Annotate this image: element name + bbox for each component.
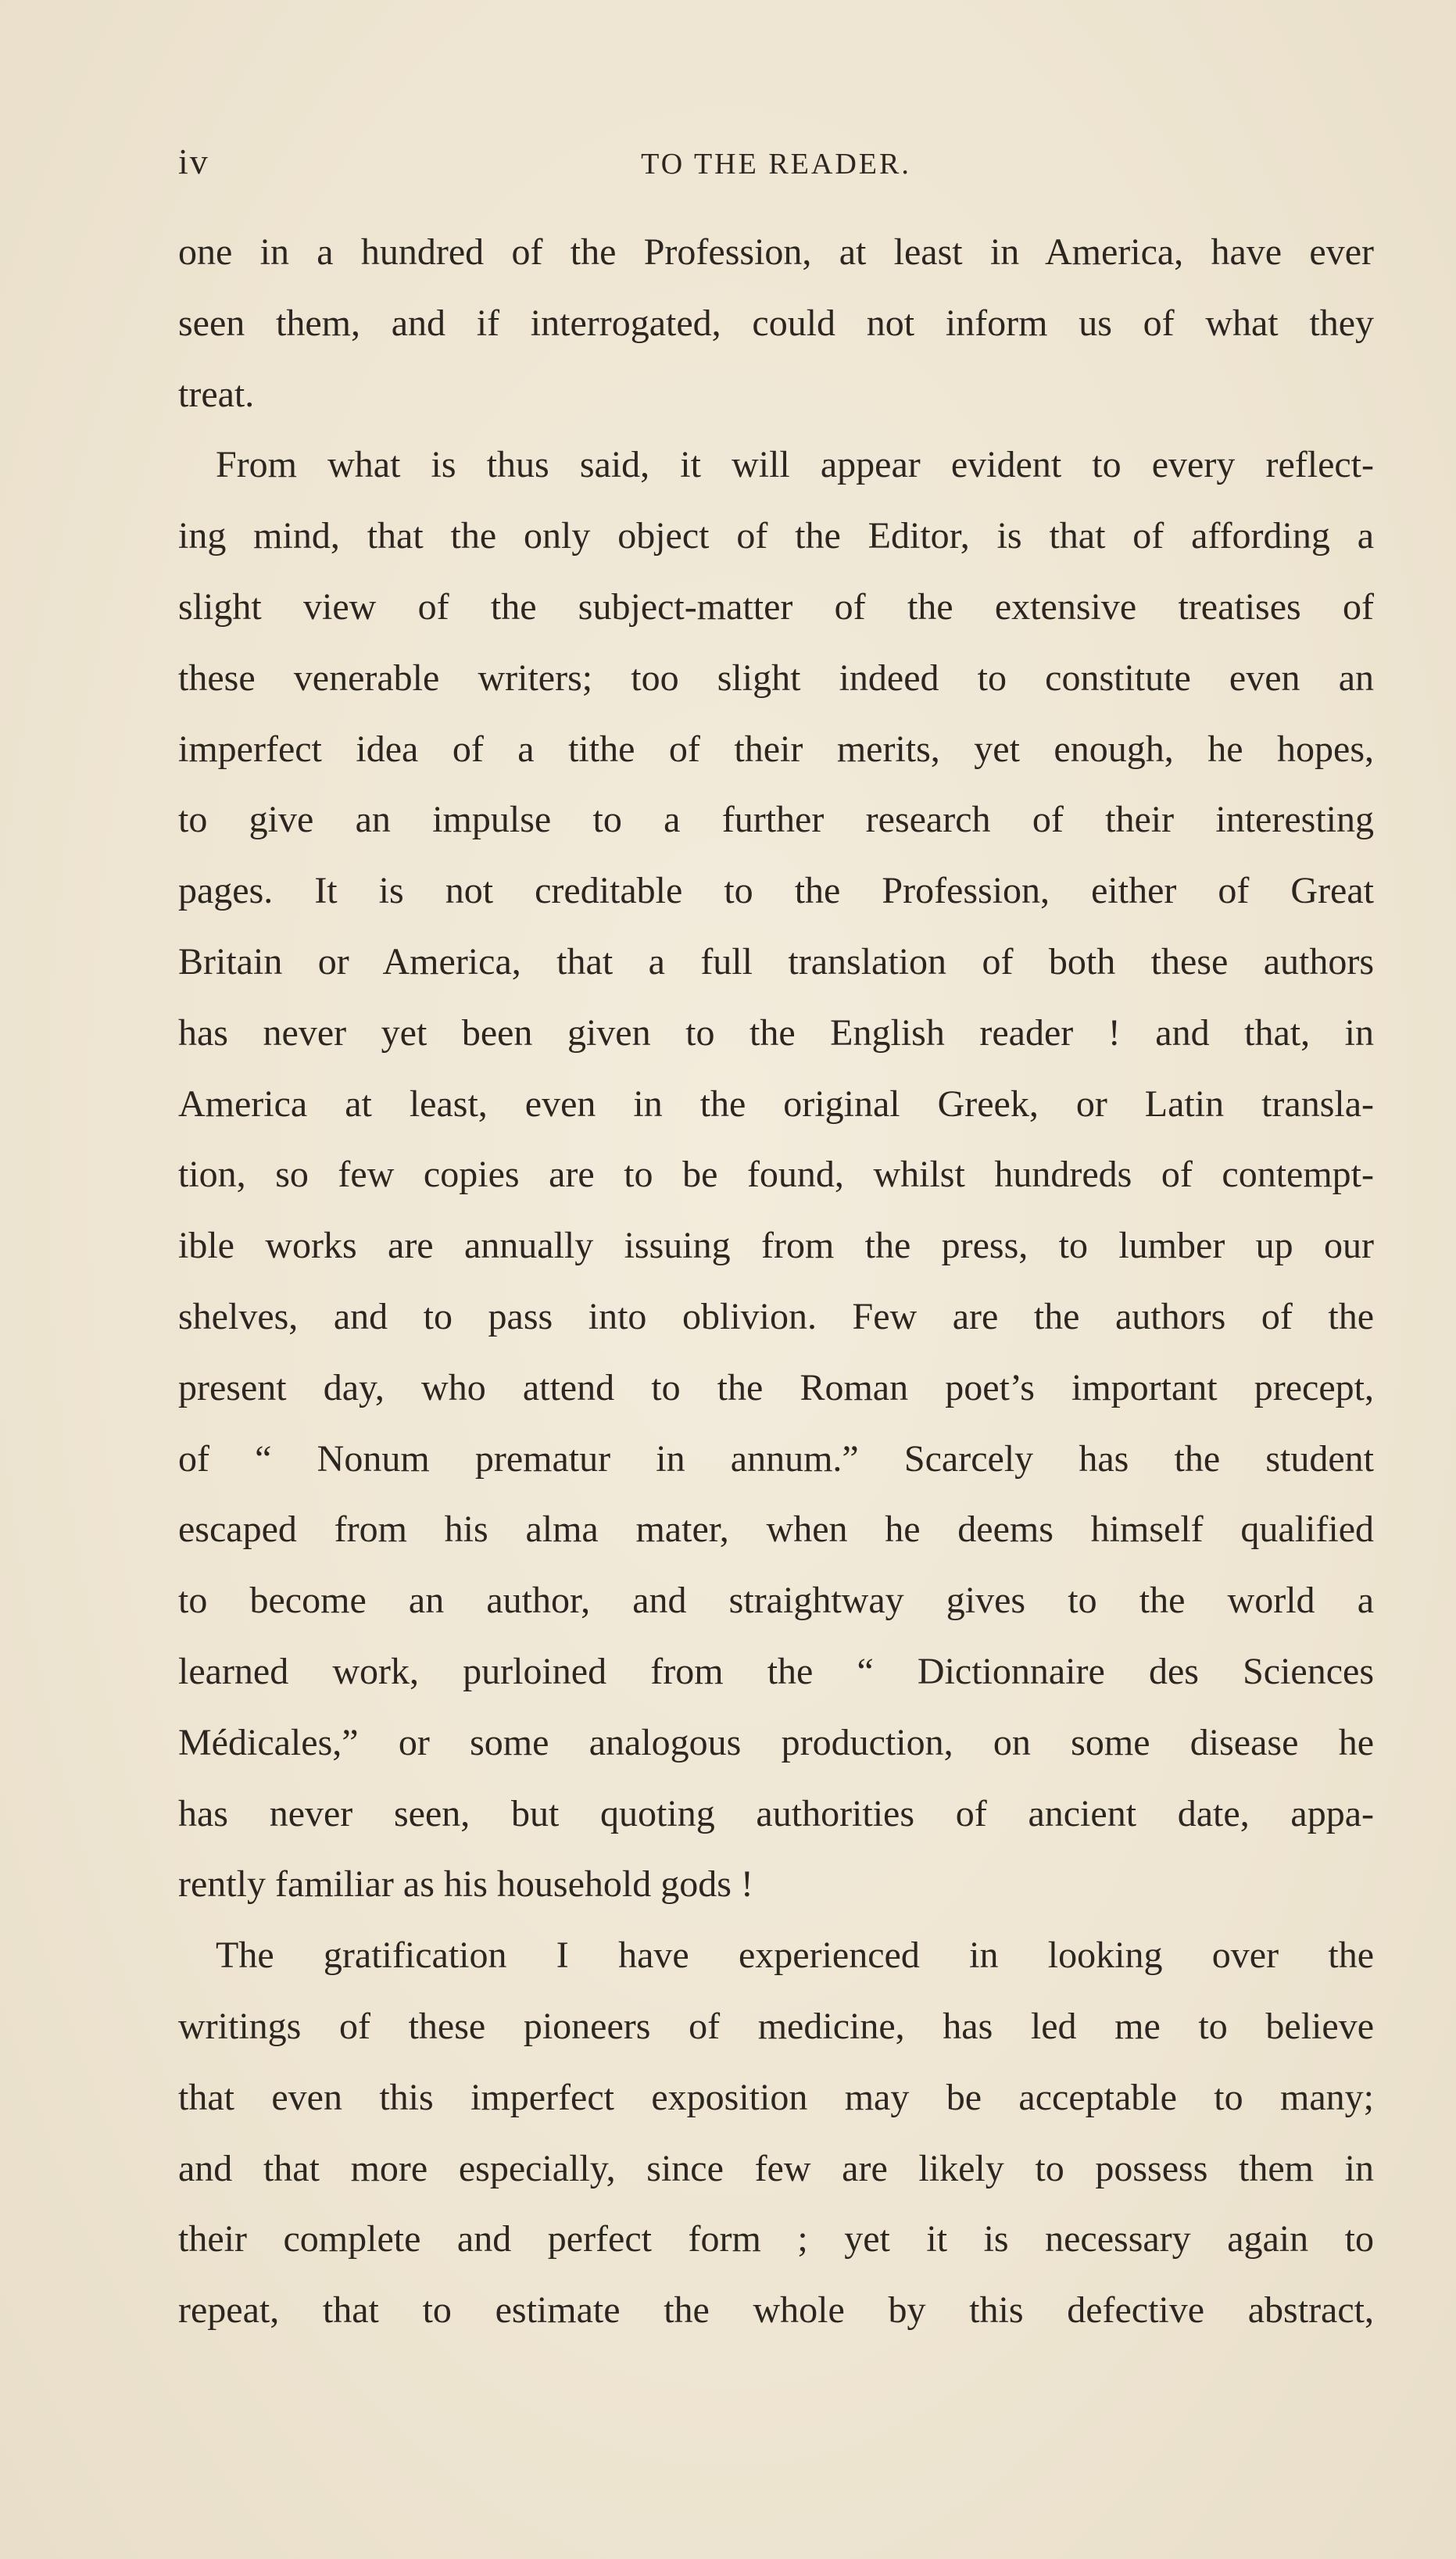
text-line: Britain or America, that a full translation of both these authors <box>178 940 1374 982</box>
text-line: imperfect idea of a tithe of their merits, yet enough, he hopes, <box>178 728 1374 770</box>
text-line: has never yet been given to the English reader ! and that, in <box>178 1011 1374 1054</box>
paragraph <box>178 217 1374 430</box>
text-line: slight view of the subject-matter of the extensive treatises of <box>178 585 1374 628</box>
text-line: tion, so few copies are to be found, whilst hundreds of contempt- <box>178 1154 1374 1196</box>
text-line: ing mind, that the only object of the Editor, is that of affording a <box>178 515 1374 557</box>
text-line: has never seen, but quoting authorities of ancient date, appa- <box>178 1792 1374 1834</box>
text-line: ible works are annually issuing from the press, to lumber up our <box>178 1225 1374 1267</box>
running-head <box>178 139 1374 186</box>
text-line: to become an author, and straightway gives to the world a <box>178 1580 1374 1622</box>
text-line: From what is thus said, it will appear evident to every reflect- <box>216 444 1374 486</box>
text-line: of “ Nonum prematur in annum.” Scarcely has the student <box>178 1437 1374 1480</box>
text-line: shelves, and to pass into oblivion. Few are the authors of the <box>178 1295 1374 1337</box>
text-line: these venerable writers; too slight indeed to constitute even an <box>178 657 1374 699</box>
text-line: their complete and perfect form ; yet it is necessary again to <box>178 2218 1374 2260</box>
running-title: TO THE READER. <box>641 148 911 181</box>
text-line: present day, who attend to the Roman poet’s important precept, <box>178 1366 1374 1408</box>
text-line: that even this imperfect exposition may be acceptable to many; <box>178 2076 1374 2118</box>
text-line: Médicales,” or some analogous production, on some disease he <box>178 1721 1374 1763</box>
text-line: writings of these pioneers of medicine, has led me to believe <box>178 2005 1374 2047</box>
text-line: and that more especially, since few are likely to possess them in <box>178 2147 1374 2189</box>
paragraph <box>178 1920 1374 2346</box>
text-line: repeat, that to estimate the whole by this defective abstract, <box>178 2289 1374 2332</box>
text-line: pages. It is not creditable to the Profession, either of Great <box>178 870 1374 912</box>
body-text <box>178 217 1374 2346</box>
text-line: learned work, purloined from the “ Dictionnaire des Sciences <box>178 1650 1374 1692</box>
text-line: treat. <box>178 373 255 415</box>
text-line: seen them, and if interrogated, could not inform us of what they <box>178 302 1374 344</box>
paragraph <box>178 430 1374 1920</box>
text-line: escaped from his alma mater, when he deems himself qualified <box>178 1509 1374 1551</box>
text-line: to give an impulse to a further research of their interesting <box>178 799 1374 841</box>
text-line: one in a hundred of the Profession, at least in America, have ever <box>178 231 1374 273</box>
text-line: rently familiar as his household gods ! <box>178 1863 753 1906</box>
text-line: America at least, even in the original Greek, or Latin transla- <box>178 1083 1374 1125</box>
page-number: iv <box>178 141 209 181</box>
text-line: The gratification I have experienced in looking over the <box>216 1934 1374 1977</box>
